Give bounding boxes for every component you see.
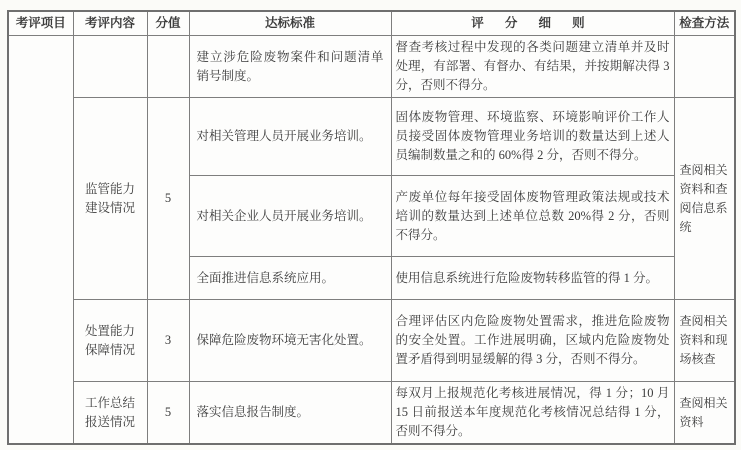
table-row <box>8 300 735 382</box>
cell-r5-method: 查阅相关资料和现场核查 <box>674 300 735 382</box>
table-row <box>8 382 735 445</box>
cell-r6-score: 5 <box>147 382 189 445</box>
cell-r5-standard: 保障危险废物环境无害化处置。 <box>189 300 391 382</box>
header-detail: 评 分 细 则 <box>391 11 674 36</box>
cell-r2-method: 查阅相关资料和查阅信息系统 <box>674 98 735 300</box>
cell-r2-score: 5 <box>147 98 189 300</box>
table-row <box>8 98 735 176</box>
cell-r5-detail: 合理评估区内危险废物处置需求，推进危险废物的安全处置。工作进展明确，区域内危险废物处置矛盾得到明显缓解的得 3 分，否则不得分。 <box>391 300 674 382</box>
cell-r6-content: 工作总结报送情况 <box>73 382 147 445</box>
cell-r2-content: 监管能力建设情况 <box>73 98 147 300</box>
header-row <box>8 11 735 36</box>
cell-r6-method: 查阅相关资料 <box>674 382 735 445</box>
cell-r6-standard: 落实信息报告制度。 <box>189 382 391 445</box>
cell-r1-standard: 建立涉危险废物案件和问题清单销号制度。 <box>189 36 391 98</box>
cell-project-empty <box>8 36 73 445</box>
document-sheet <box>7 10 736 445</box>
header-content: 考评内容 <box>73 11 147 36</box>
header-score: 分值 <box>147 11 189 36</box>
table-row <box>8 36 735 98</box>
cell-r1-score-empty <box>147 36 189 98</box>
cell-r5-score: 3 <box>147 300 189 382</box>
header-standard: 达标标准 <box>189 11 391 36</box>
cell-r1-method-empty <box>674 36 735 98</box>
cell-r2-standard: 对相关管理人员开展业务培训。 <box>189 98 391 176</box>
header-project: 考评项目 <box>8 11 73 36</box>
cell-r3-standard: 对相关企业人员开展业务培训。 <box>189 176 391 257</box>
cell-r1-detail: 督查考核过程中发现的各类问题建立清单并及时处理，有部署、有督办、有结果，并按期解决得 3 分，否则不得分。 <box>391 36 674 98</box>
cell-r1-content-empty <box>73 36 147 98</box>
cell-r3-detail: 产废单位每年接受固体废物管理政策法规或技术培训的数量达到上述单位总数 20%得 2 分，否则不得分。 <box>391 176 674 257</box>
assessment-table <box>7 10 736 445</box>
header-method: 检查方法 <box>674 11 735 36</box>
cell-r5-content: 处置能力保障情况 <box>73 300 147 382</box>
cell-r2-detail: 固体废物管理、环境监察、环境影响评价工作人员接受固体废物管理业务培训的数量达到上述人员编制数量之和的 60%得 2 分，否则不得分。 <box>391 98 674 176</box>
cell-r6-detail: 每双月上报规范化考核进展情况，得 1 分；10 月 15 日前报送本年度规范化考核情况总结得 1 分，否则不得分。 <box>391 382 674 445</box>
cell-r4-standard: 全面推进信息系统应用。 <box>189 257 391 300</box>
cell-r4-detail: 使用信息系统进行危险废物转移监管的得 1 分。 <box>391 257 674 300</box>
